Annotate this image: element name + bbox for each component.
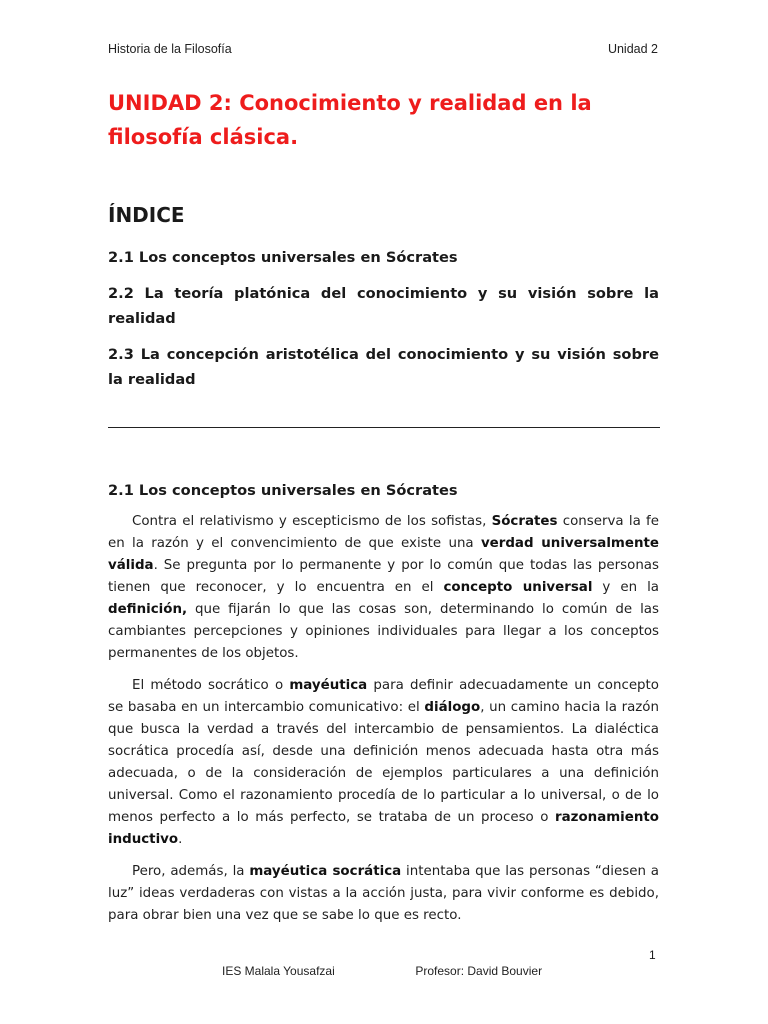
index-item: 2.1 Los conceptos universales en Sócrates xyxy=(108,249,458,266)
footer-school: IES Malala Yousafzai xyxy=(222,964,335,978)
text-run: intentaba que las personas “diesen a luz” ideas verdaderas con vistas a la acción justa, para vivir conforme es debido, para obrar bien una vez que se sabe lo que es recto. xyxy=(108,864,660,923)
header-unit: Unidad 2 xyxy=(607,42,658,56)
text-run: conserva la fe en la razón y el convencimiento de que existe una xyxy=(108,514,660,551)
bold-term: Sócrates xyxy=(491,514,558,529)
section-divider xyxy=(108,427,660,428)
index-heading: ÍNDICE xyxy=(108,203,185,227)
unit-title: UNIDAD 2: Conocimiento y realidad en la filosofía clásica. xyxy=(108,91,592,149)
text-run: Pero, además, la xyxy=(132,864,250,879)
text-run: , un camino hacia la razón que busca la verdad a través del intercambio de pensamientos. La dialéctica socrática procedía así, desde una definición menos adecuada hasta otra más adecuada, o de la consideración de ejemplos particulares a una definición universal. Como el razonamiento procedía de lo particular a lo universal, o de lo menos perfecto a lo más perfecto, se trataba de un proceso o xyxy=(108,700,659,825)
footer-teacher: Profesor: David Bouvier xyxy=(415,964,543,978)
text-run: Contra el relativismo y escepticismo de los sofistas, xyxy=(132,514,492,529)
bold-term: diálogo xyxy=(424,700,481,715)
page-number: 1 xyxy=(649,948,656,962)
section-heading: 2.1 Los conceptos universales en Sócrates xyxy=(108,482,458,499)
body-paragraph xyxy=(108,511,659,665)
text-run: . xyxy=(178,832,183,847)
running-header xyxy=(108,42,658,56)
bold-term: razonamiento inductivo xyxy=(108,810,659,847)
text-run: . Se pregunta por lo permanente y por lo común que todas las personas tienen que reconocer, y lo encuentra en el xyxy=(108,558,659,595)
bold-term: verdad universalmente válida xyxy=(108,536,659,573)
index-list xyxy=(108,245,659,403)
text-run: El método socrático o xyxy=(132,678,290,693)
bold-term: definición, xyxy=(108,602,188,617)
body-paragraph xyxy=(108,861,659,927)
bold-term: concepto universal xyxy=(443,580,593,595)
text-run: para definir adecuadamente un concepto se basaba en un intercambio comunicativo: el xyxy=(108,678,659,715)
header-subject: Historia de la Filosofía xyxy=(108,42,232,56)
text-run: que fijarán lo que las cosas son, determinando lo común de las cambiantes percepciones y opiniones individuales para llegar a los conceptos permanentes de los objetos. xyxy=(108,602,659,661)
index-item: 2.2 La teoría platónica del conocimiento y su visión sobre la realidad xyxy=(108,285,659,327)
text-run: y en la xyxy=(592,580,659,595)
bold-term: mayéutica xyxy=(289,678,368,693)
index-item: 2.3 La concepción aristotélica del conocimiento y su visión sobre la realidad xyxy=(108,346,659,388)
body-paragraph xyxy=(108,675,659,851)
bold-term: mayéutica socrática xyxy=(249,864,402,879)
section-body xyxy=(108,511,659,937)
running-footer xyxy=(222,964,542,978)
